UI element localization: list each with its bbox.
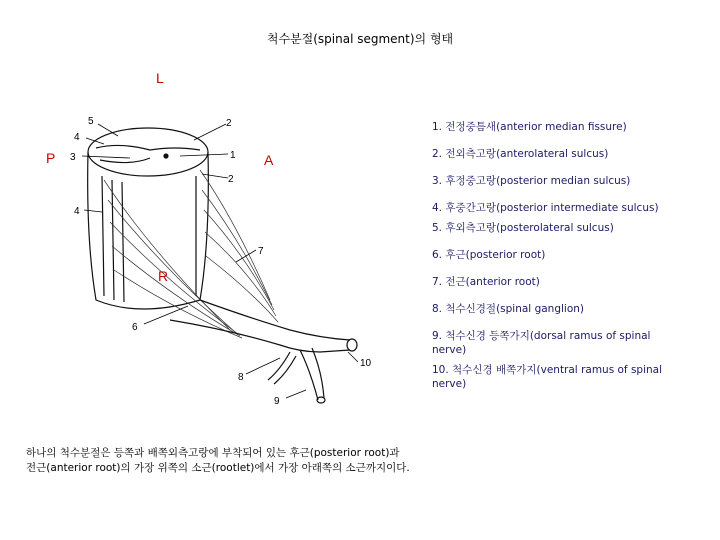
figure-number-3: 4 bbox=[74, 132, 80, 143]
structure-legend bbox=[432, 120, 682, 397]
legend-item-1: 1. 전정중틈새(anterior median fissure) bbox=[432, 121, 627, 133]
figure-number-11: 8 bbox=[238, 372, 244, 383]
direction-label-anterior: A bbox=[264, 152, 274, 168]
legend-item-5: 5. 후외측고랑(posterolateral sulcus) bbox=[432, 222, 614, 234]
figure-number-labels bbox=[70, 116, 372, 407]
figure-number-9: 6 bbox=[132, 322, 138, 333]
legend-item-9: 9. 척수신경 등쪽가지(dorsal ramus of spinal nerve) bbox=[432, 330, 651, 356]
figure-number-7: 4 bbox=[74, 206, 80, 217]
legend-item-3: 3. 후정중고랑(posterior median sulcus) bbox=[432, 175, 631, 187]
spinal-nerve bbox=[170, 300, 357, 403]
direction-label-posterior: P bbox=[46, 150, 56, 166]
legend-item-2: 2. 전외측고랑(anterolateral sulcus) bbox=[432, 148, 609, 160]
direction-label-right: R bbox=[158, 268, 169, 284]
figure-number-1: 5 bbox=[88, 116, 94, 127]
caption-line-1: 하나의 척수분절은 등쪽과 배쪽외측고랑에 부착되어 있는 후근(posterior root)과 bbox=[26, 447, 400, 459]
figure-number-8: 7 bbox=[258, 246, 264, 257]
caption-line-2: 전근(anterior root)의 가장 위쪽의 소근(rootlet)에서 가장 아래쪽의 소근까지이다. bbox=[26, 462, 410, 474]
legend-item-7: 7. 전근(anterior root) bbox=[432, 276, 540, 288]
legend-item-8: 8. 척수신경절(spinal ganglion) bbox=[432, 303, 584, 315]
legend-item-6: 6. 후근(posterior root) bbox=[432, 249, 546, 261]
figure-number-5: 1 bbox=[230, 150, 236, 161]
figure-number-2: 2 bbox=[226, 118, 232, 129]
figure-number-10: 10 bbox=[360, 358, 372, 369]
legend-item-4: 4. 후중간고랑(posterior intermediate sulcus) bbox=[432, 202, 659, 214]
figure-caption bbox=[26, 446, 496, 476]
spinal-cord-cylinder bbox=[88, 128, 209, 309]
anterior-rootlets bbox=[200, 170, 278, 322]
figure-number-4: 3 bbox=[70, 152, 76, 163]
page-title: 척수분절(spinal segment)의 형태 bbox=[266, 32, 454, 46]
direction-label-left: L bbox=[156, 70, 164, 86]
figure-number-12: 9 bbox=[274, 396, 280, 407]
figure-number-6: 2 bbox=[228, 174, 234, 185]
legend-item-10: 10. 척수신경 배쪽가지(ventral ramus of spinal nerve) bbox=[432, 364, 663, 390]
